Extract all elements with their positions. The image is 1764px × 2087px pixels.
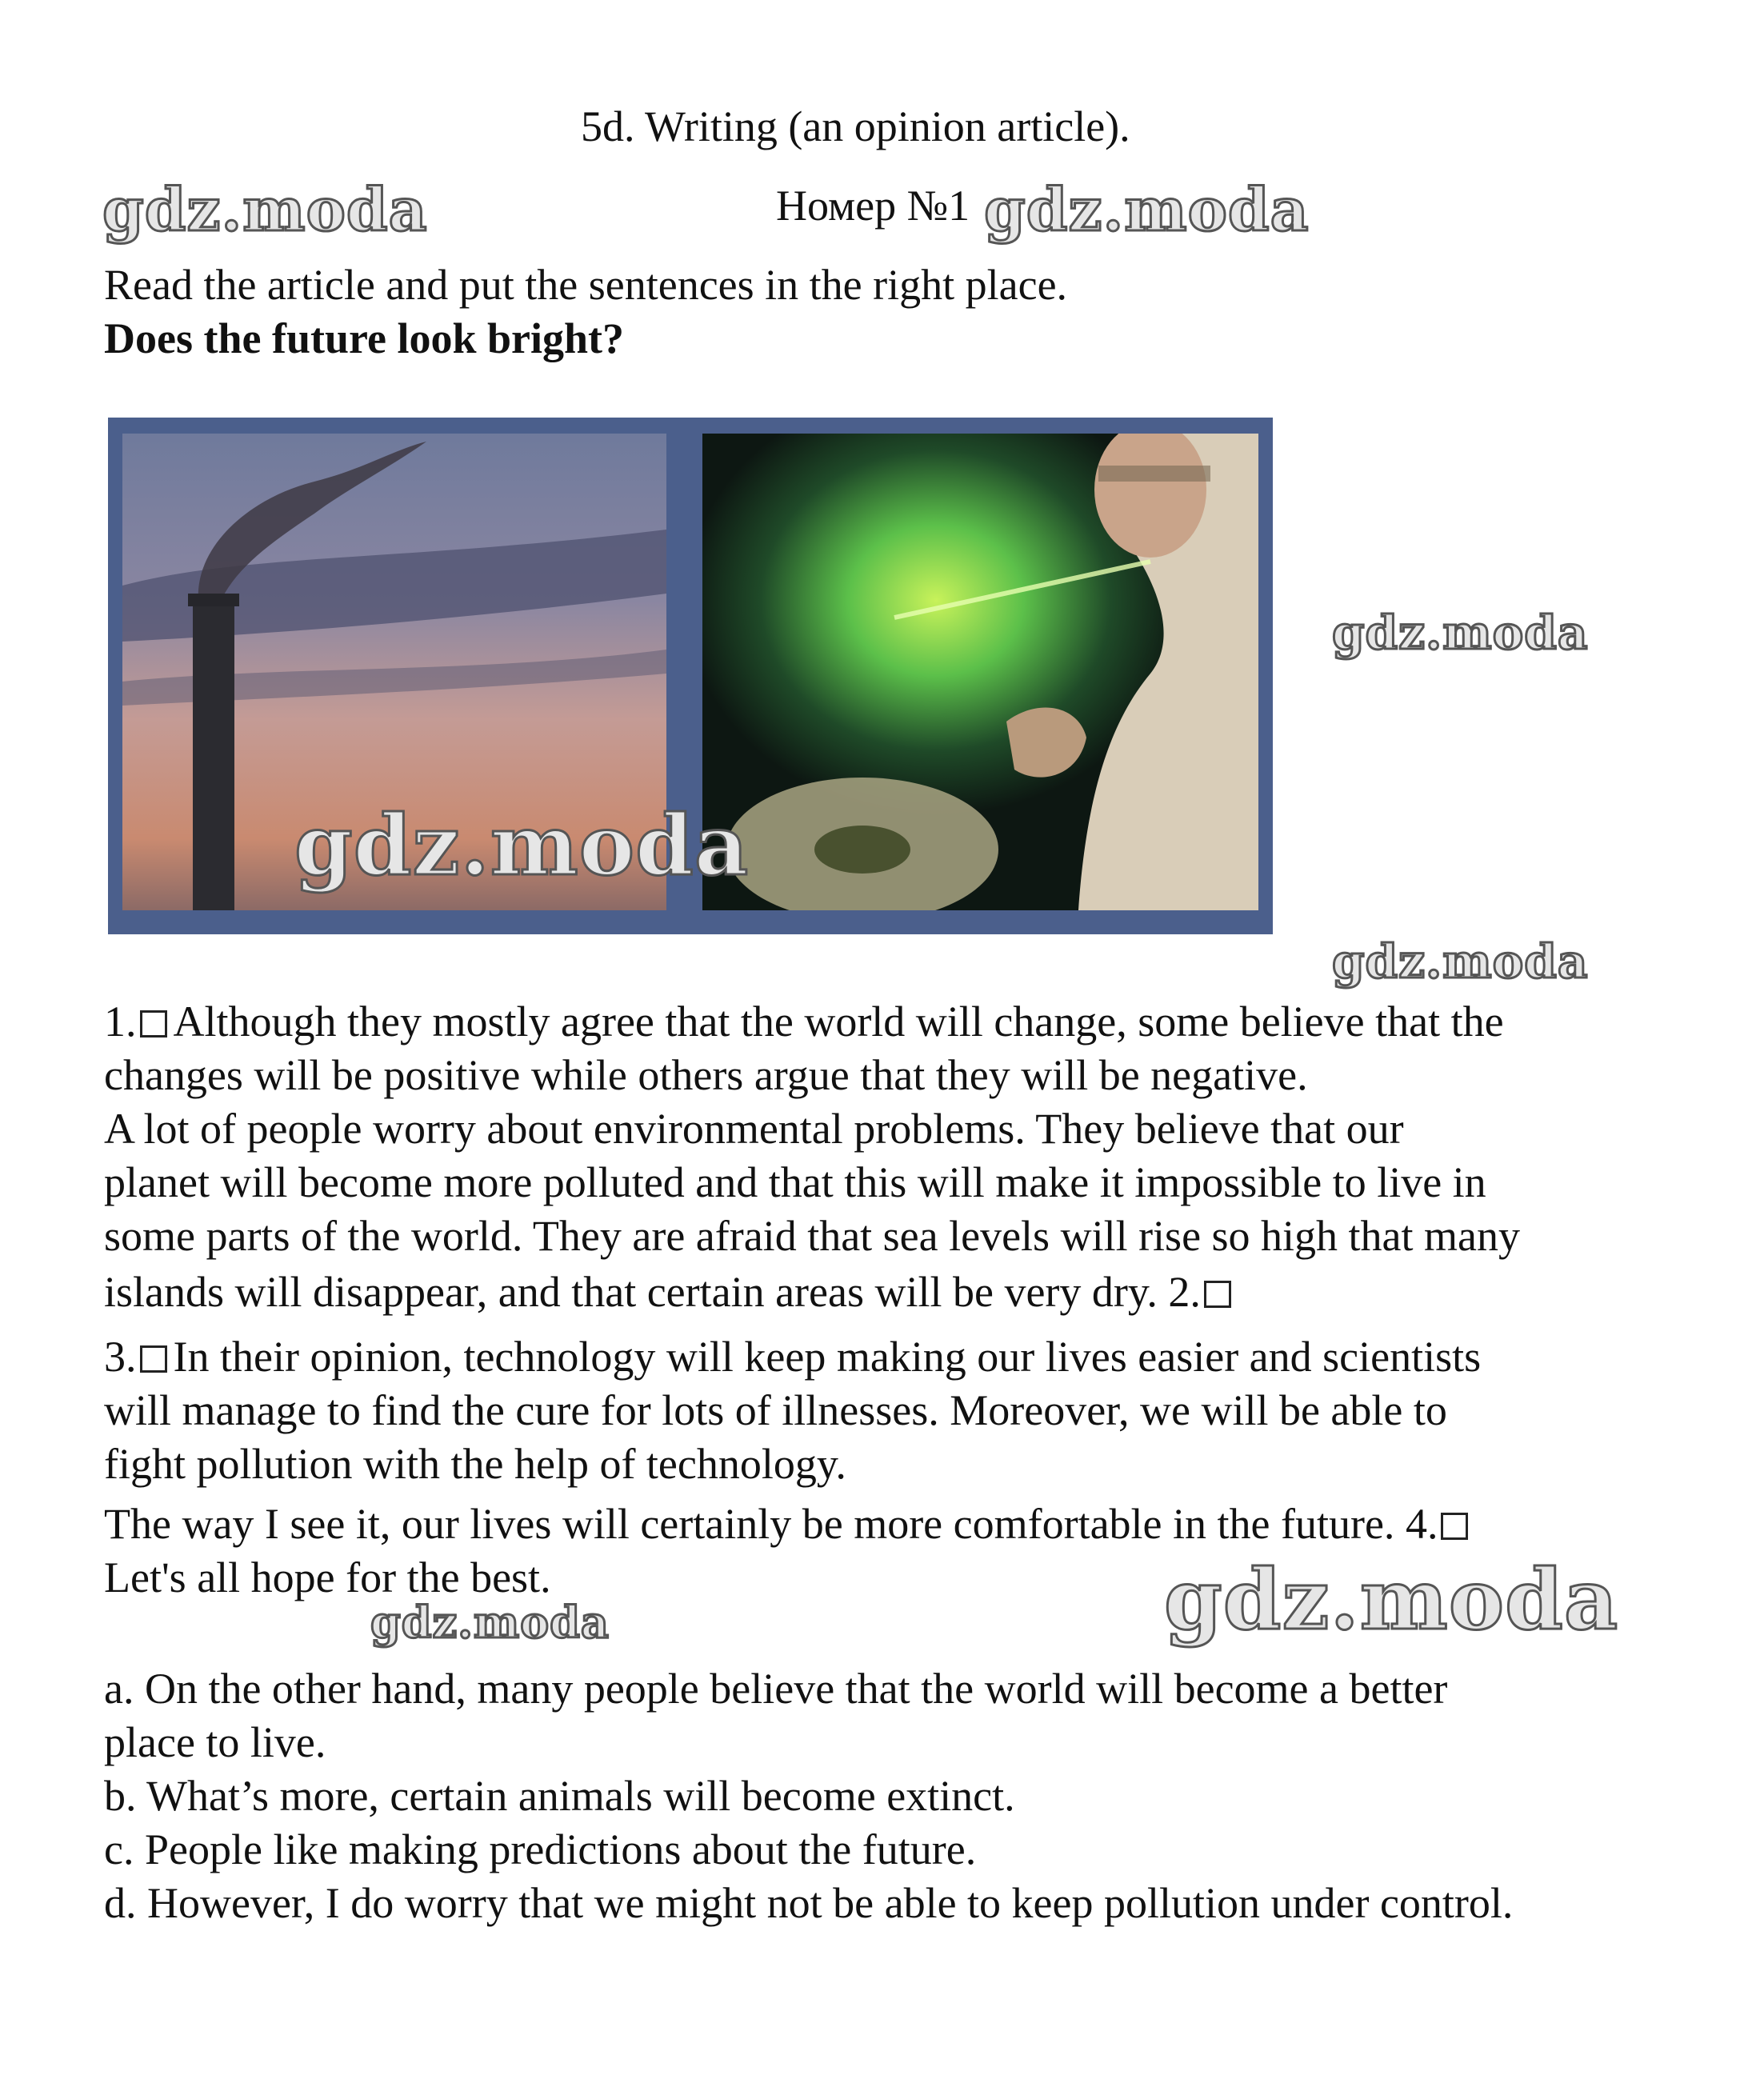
article-heading: Does the future look bright? xyxy=(104,314,625,362)
watermark: gdz.moda xyxy=(1164,1550,1619,1649)
article-p3-line2: will manage to find the cure for lots of illnesses. Moreover, we will be able to xyxy=(104,1386,1447,1434)
article-p2-line1: A lot of people worry about environmental problems. They believe that our xyxy=(104,1105,1404,1153)
article-p2-line2: planet will become more polluted and that this will make it impossible to live in xyxy=(104,1158,1486,1206)
gap-checkbox-3[interactable] xyxy=(140,1345,167,1373)
article-p1-line1 xyxy=(104,995,1504,1049)
option-b: b. What’s more, certain animals will become extinct. xyxy=(104,1772,1015,1820)
page-title: 5d. Writing (an opinion article). xyxy=(581,102,1130,150)
gap-number-1: 1. xyxy=(104,998,137,1045)
article-p2-line4 xyxy=(104,1265,1238,1319)
watermark: gdz.moda xyxy=(370,1597,610,1648)
gap-checkbox-2[interactable] xyxy=(1204,1281,1231,1308)
option-c: c. People like making predictions about the future. xyxy=(104,1825,977,1873)
gap-number-3: 3. xyxy=(104,1333,137,1381)
option-a-line2: place to live. xyxy=(104,1718,326,1766)
article-p2-line3: some parts of the world. They are afraid that sea levels will rise so high that many xyxy=(104,1212,1521,1260)
gap-checkbox-1[interactable] xyxy=(140,1010,167,1038)
watermark: gdz.moda xyxy=(984,176,1310,245)
p4-text-a: The way I see it, our lives will certainly be more comfortable in the future. xyxy=(104,1500,1395,1548)
article-p1-line2: changes will be positive while others argue that they will be negative. xyxy=(104,1051,1308,1099)
gap-number-2: 2. xyxy=(1168,1268,1201,1316)
article-p3-line1 xyxy=(104,1330,1481,1384)
watermark: gdz.moda xyxy=(1332,934,1589,989)
watermark: gdz.moda xyxy=(102,176,428,245)
article-p4-line1 xyxy=(104,1497,1474,1551)
p3-text-a: In their opinion, technology will keep making our lives easier and scientists xyxy=(173,1333,1482,1381)
p2-text-d: islands will disappear, and that certain areas will be very dry. xyxy=(104,1268,1158,1316)
scientist-laser-photo xyxy=(702,434,1258,910)
p1-text-a: Although they mostly agree that the world will change, some believe that the xyxy=(173,998,1504,1045)
article-p3-line3: fight pollution with the help of technology. xyxy=(104,1440,846,1488)
watermark: gdz.moda xyxy=(1332,606,1589,660)
watermark: gdz.moda xyxy=(294,796,750,894)
exercise-number: Номер №1 xyxy=(776,182,970,230)
gap-checkbox-4[interactable] xyxy=(1441,1513,1468,1540)
option-d: d. However, I do worry that we might not be able to keep pollution under control. xyxy=(104,1879,1514,1927)
option-a-line1: a. On the other hand, many people believe that the world will become a better xyxy=(104,1665,1448,1713)
gap-number-4: 4. xyxy=(1405,1500,1438,1548)
instruction: Read the article and put the sentences in the right place. xyxy=(104,261,1068,309)
article-p4-line2: Let's all hope for the best. xyxy=(104,1553,551,1601)
